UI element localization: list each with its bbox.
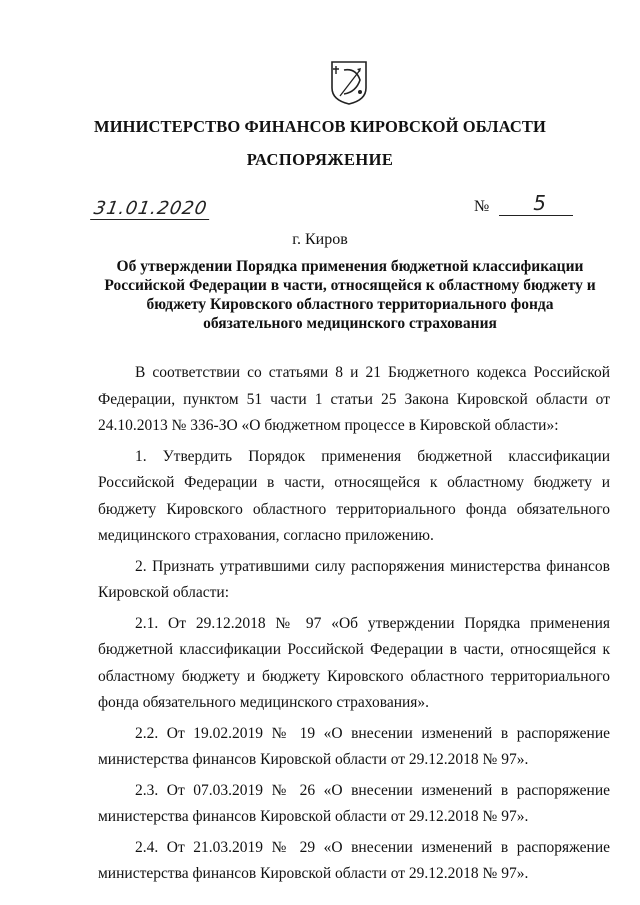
item-2: 2. Признать утратившими силу распоряжения министерства финансов Кировской области: (98, 557, 610, 601)
item-2-3: 2.3. От 07.03.2019 № 26 «О внесении изменений в распоряжение министерства финансов Кировской области от 29.12.2018 № 97». (98, 781, 610, 825)
coat-of-arms-icon (330, 60, 368, 106)
preamble-paragraph: В соответствии со статьями 8 и 21 Бюджетного кодекса Российской Федерации, пунктом 51 части 1 статьи 25 Закона Кировской области от 24.10.2013 № 336-ЗО «О бюджетном процессе в Кировской области»: (98, 364, 610, 434)
document-number (474, 191, 573, 216)
document-type: РАСПОРЯЖЕНИЕ (246, 150, 394, 169)
ministry-name: МИНИСТЕРСТВО ФИНАНСОВ КИРОВСКОЙ ОБЛАСТИ (94, 117, 546, 136)
document-date: 31.01.2020 (90, 198, 213, 220)
city: г. Киров (292, 231, 348, 248)
number-sign: № (474, 198, 490, 215)
item-2-4: 2.4. От 21.03.2019 № 29 «О внесении изменений в распоряжение министерства финансов Кировской области от 29.12.2018 № 97». (98, 838, 610, 882)
item-2-1: 2.1. От 29.12.2018 № 97 «Об утверждении Порядка применения бюджетной классификации Российской Федерации в части, относящейся к областному бюджету и бюджету Кировского областного территориального фонда обязательного медицинского страхования». (98, 614, 610, 711)
document-body (98, 360, 610, 888)
item-1: 1. Утвердить Порядок применения бюджетной классификации Российской Федерации в части, относящейся к областному бюджету и бюджету Кировского областного территориального фонда обязательного медицинского страхования, согласно приложению. (98, 447, 610, 544)
number-line (499, 191, 573, 216)
number-value: 5 (533, 191, 546, 215)
item-2-2: 2.2. От 19.02.2019 № 19 «О внесении изменений в распоряжение министерства финансов Кировской области от 29.12.2018 № 97». (98, 724, 610, 768)
document-subject: Об утверждении Порядка применения бюджетной классификации Российской Федерации в части, относящейся к областному бюджету и бюджету Кировского областного территориального фонда обязательного медицинского страхования (104, 258, 596, 332)
